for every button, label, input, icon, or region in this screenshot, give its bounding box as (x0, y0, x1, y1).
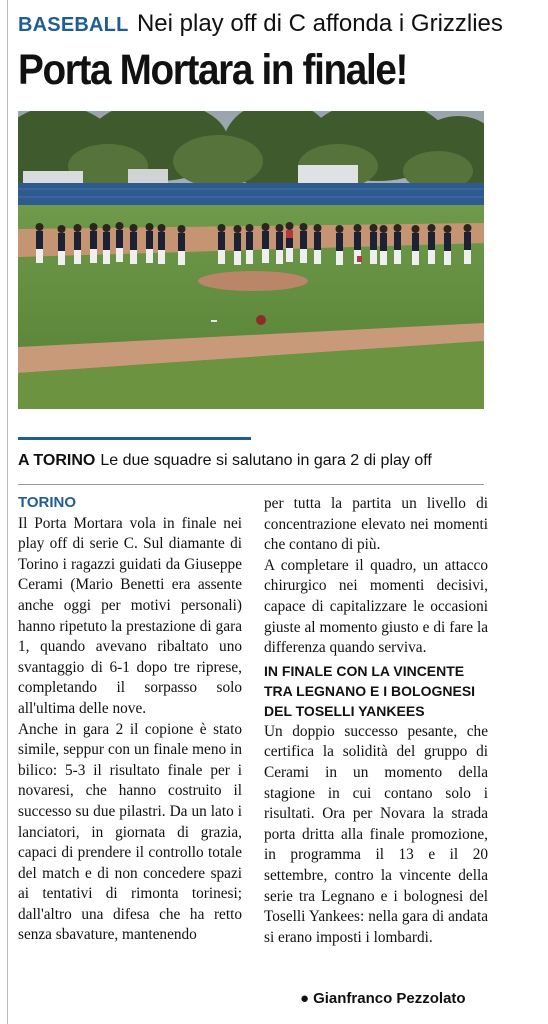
article-photo (18, 111, 484, 409)
author-name: Gianfranco Pezzolato (313, 990, 466, 1007)
bullet-icon: ● (300, 990, 310, 1007)
body-paragraph: Il Porta Mortara vola in finale nei play off di serie C. Sul diamante di Torino i ragazzi guidati da Giuseppe Cerami (Mario Benetti era assente anche oggi per motivi personali) hanno ripetuto la prestazione di gara 1, quando avevano ribaltato uno svantaggio di 6-1 dopo tre riprese, completando il sorpasso solo all'ultima delle nove. (18, 514, 242, 717)
section-kicker: BASEBALL (18, 14, 129, 36)
photo-caption (18, 452, 538, 470)
baseball-teams-photo (18, 111, 484, 409)
section-subhead: IN FINALE CON LA VINCENTE TRA LEGNANO E I BOLOGNESI DEL TOSELLI YANKEES (264, 662, 476, 719)
article-headline: Porta Mortara in finale! (18, 46, 408, 94)
article-subtitle: Nei play off di C affonda i Grizzlies (136, 10, 503, 37)
kicker-line (18, 10, 538, 38)
article-column-left (18, 493, 242, 946)
caption-place: A TORINO (18, 452, 96, 469)
body-paragraph: Un doppio successo pesante, che certifica la solidità del gruppo di Cerami in un momento della stagione in cui contano solo i risultati. Ora per Novara la strada porta dritta alla finale promozione, in programma il 13 e il 20 settembre, contro la vincente della serie tra Legnano e i bolognesi del Toselli Yankees: nella gara di andata si erano imposti i lombardi. (264, 722, 488, 946)
author-byline (300, 990, 490, 1007)
page-margin-rule (7, 0, 8, 1024)
caption-text: Le due squadre si salutano in gara 2 di play off (100, 452, 432, 469)
body-paragraph: Anche in gara 2 il copione è stato simile, seppur con un finale meno in bilico: 5-3 il risultato finale per i novaresi, che hanno costruito il successo su due pilastri. Da un lato i lanciatori, in giornata di grazia, capaci di prendere il controllo totale del match e di non concedere spazi ai tentativi di rimonta torinesi; dall'altro una difesa che ha retto senza sbavature, mantenendo (18, 720, 242, 944)
article-column-right (264, 494, 488, 948)
caption-divider (18, 484, 484, 485)
caption-accent-rule (18, 437, 251, 440)
dateline: TORINO (18, 494, 77, 511)
body-paragraph: per tutta la partita un livello di concentrazione elevato nei momenti che contano di più. (264, 495, 488, 554)
body-paragraph: A completare il quadro, un attacco chirurgico nei momenti decisivi, capace di capitalizzare le occasioni giuste al momento giusto e di fare la differenza quando serviva. (264, 556, 488, 657)
